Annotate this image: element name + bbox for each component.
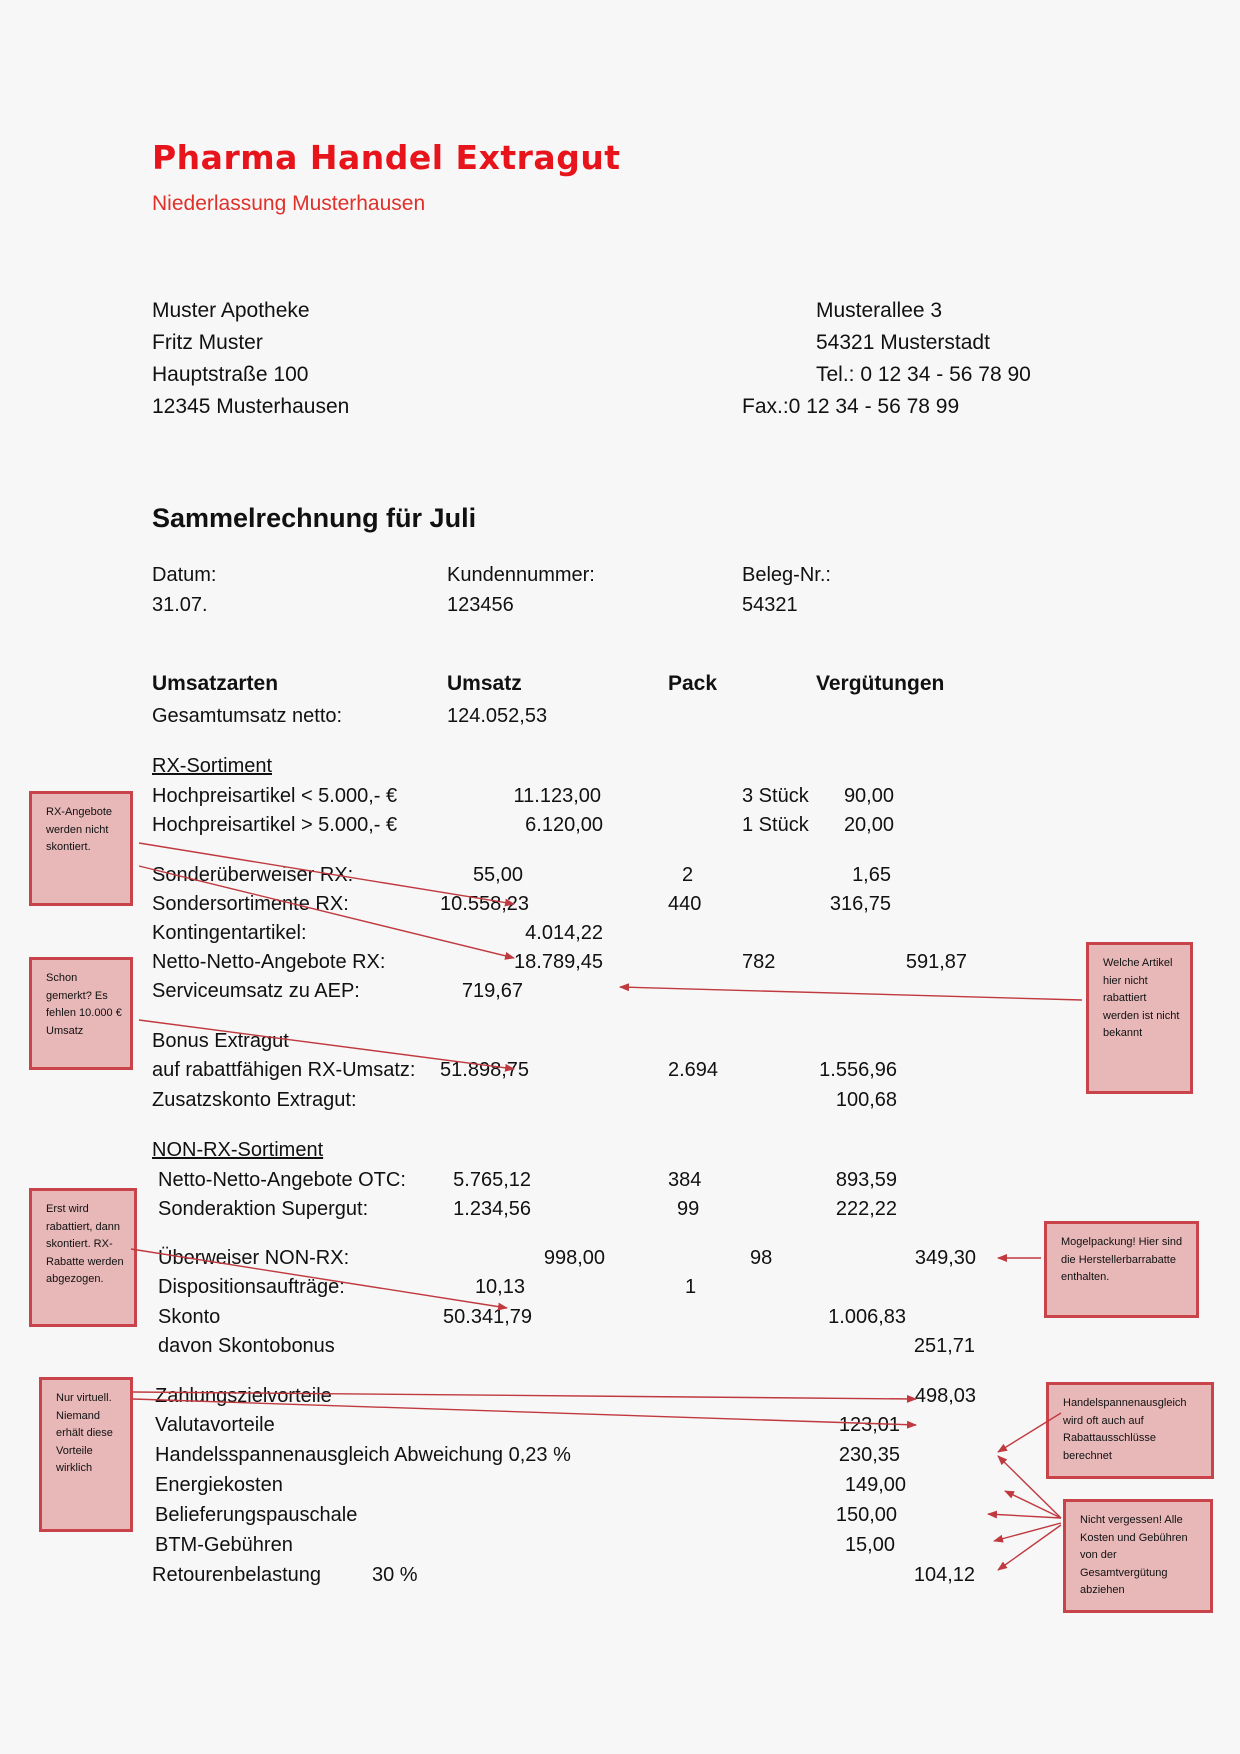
row-label: Zahlungszielvorteile [155,1385,332,1407]
row-umsatz: 998,00 [543,1247,605,1269]
section-title-rx: RX-Sortiment [152,755,273,777]
total-value: 124.052,53 [447,705,548,727]
row-pack: 1 [685,1276,697,1298]
annotation-arrow [133,1399,916,1425]
row-verguetung: 100,68 [835,1089,897,1111]
row-umsatz: 10,13 [474,1276,525,1298]
row-umsatz: 11.123,00 [513,785,601,807]
row-label: Belieferungspauschale [155,1504,358,1526]
row-verguetung: 104,12 [913,1564,975,1586]
recipient-line: 12345 Musterhausen [152,395,350,418]
column-header-umsatz: Umsatz [447,672,522,695]
row-label: Sonderüberweiser RX: [152,864,354,886]
row-verguetung: 1.556,96 [819,1059,897,1081]
row-verguetung: 149,00 [844,1474,906,1496]
company-name: Pharma Handel Extragut [152,138,621,177]
row-verguetung: 20,00 [843,814,894,836]
annotation-note: Welche Artikel hier nicht rabattiert werden ist nicht bekannt [1086,942,1193,1094]
row-label: Handelsspannenausgleich Abweichung 0,23 % [155,1444,571,1466]
annotation-arrow [133,1392,916,1399]
column-header-verguetungen: Vergütungen [816,672,945,695]
annotation-arrow [998,1413,1061,1452]
row-pack: 384 [668,1169,702,1191]
date-label: Datum: [152,564,217,586]
row-umsatz: 51.898,75 [440,1059,529,1081]
row-verguetung: 591,87 [905,951,967,973]
branch-name: Niederlassung Musterhausen [152,192,426,215]
customer-label: Kundennummer: [447,564,595,586]
row-umsatz: 5.765,12 [453,1169,531,1191]
row-label: BTM-Gebühren [155,1534,293,1556]
total-label: Gesamtumsatz netto: [152,705,343,727]
recipient-line: Fritz Muster [152,331,263,354]
row-label: Retourenbelastung [152,1564,322,1586]
receipt-value: 54321 [742,594,798,616]
annotation-arrow [1005,1491,1061,1518]
annotation-note: RX-Angebote werden nicht skontiert. [29,791,133,906]
row-extra: 30 % [372,1564,418,1586]
annotation-arrow [139,843,514,904]
row-label: Sondersortimente RX: [152,893,349,915]
annotation-note: Nur virtuell. Niemand erhält diese Vorteile wirklich [39,1377,133,1532]
annotation-arrow [988,1514,1061,1518]
row-pack: 2.694 [668,1059,719,1081]
annotation-note: Erst wird rabattiert, dann skontiert. RX-Rabatte werden abgezogen. [29,1188,137,1327]
row-label: Energiekosten [155,1474,283,1496]
column-header-pack: Pack [668,672,718,695]
row-label: Überweiser NON-RX: [158,1247,350,1269]
column-header-umsatzarten: Umsatzarten [152,672,279,695]
row-verguetung: 230,35 [838,1444,900,1466]
row-verguetung: 316,75 [829,893,891,915]
section-title-nonrx: NON-RX-Sortiment [152,1139,324,1161]
date-value: 31.07. [152,594,208,616]
row-pack: 440 [668,893,702,915]
document-title: Sammelrechnung für Juli [152,503,477,533]
row-label: Valutavorteile [155,1414,275,1436]
annotation-arrow [998,1456,1061,1518]
row-label: Kontingentartikel: [152,922,307,944]
row-label: Hochpreisartikel < 5.000,- € [152,785,398,807]
annotation-arrow [131,1249,507,1308]
row-umsatz: 1.234,56 [453,1198,531,1220]
row-label: Hochpreisartikel > 5.000,- € [152,814,398,836]
receipt-label: Beleg-Nr.: [742,564,831,586]
row-umsatz: 10.558,23 [440,893,529,915]
row-verguetung: 498,03 [914,1385,976,1407]
row-verguetung: 251,71 [913,1335,975,1357]
row-umsatz: 55,00 [472,864,523,886]
row-label: Netto-Netto-Angebote RX: [152,951,386,973]
row-label: Dispositionsaufträge: [158,1276,345,1298]
annotation-arrow [139,1020,514,1069]
customer-value: 123456 [447,594,514,616]
row-label: Serviceumsatz zu AEP: [152,980,360,1002]
row-verguetung: 123,01 [838,1414,900,1436]
row-umsatz: 4.014,22 [525,922,603,944]
row-label: auf rabattfähigen RX-Umsatz: [152,1059,416,1081]
annotation-note: Handelspannenausgleich wird oft auch auf Rabattausschlüsse berechnet [1046,1382,1214,1479]
row-verguetung: 15,00 [844,1534,895,1556]
row-verguetung: 1,65 [852,864,891,886]
row-pack: 3 Stück [742,785,809,807]
row-pack: 782 [742,951,776,973]
row-umsatz: 719,67 [461,980,523,1002]
row-verguetung: 90,00 [843,785,894,807]
sender-street: Musterallee 3 [816,299,943,322]
row-verguetung: 150,00 [835,1504,897,1526]
sender-city: 54321 Musterstadt [816,331,990,354]
row-label: Bonus Extragut [152,1030,289,1052]
row-label: Zusatzskonto Extragut: [152,1089,357,1111]
annotation-note: Mogelpackung! Hier sind die Herstellerbarrabatte enthalten. [1044,1221,1199,1318]
row-verguetung: 222,22 [835,1198,897,1220]
row-verguetung: 349,30 [914,1247,976,1269]
annotation-note: Nicht vergessen! Alle Kosten und Gebühren von der Gesamtvergütung abziehen [1063,1499,1213,1613]
annotation-arrow [139,866,514,958]
row-umsatz: 6.120,00 [525,814,603,836]
row-pack: 1 Stück [742,814,809,836]
row-label: davon Skontobonus [158,1335,335,1357]
row-verguetung: 1.006,83 [828,1306,906,1328]
sender-fax: Fax.:0 12 34 - 56 78 99 [742,395,960,418]
row-umsatz: 18.789,45 [514,951,603,973]
sender-tel: Tel.: 0 12 34 - 56 78 90 [816,363,1031,386]
row-pack: 99 [677,1198,700,1220]
annotation-arrow [620,987,1082,1000]
recipient-line: Hauptstraße 100 [152,363,309,386]
row-umsatz: 50.341,79 [443,1306,532,1328]
annotation-note: Schon gemerkt? Es fehlen 10.000 € Umsatz [29,957,133,1070]
row-label: Netto-Netto-Angebote OTC: [158,1169,406,1191]
row-pack: 98 [750,1247,773,1269]
row-verguetung: 893,59 [835,1169,897,1191]
row-label: Skonto [158,1306,221,1328]
recipient-line: Muster Apotheke [152,299,310,322]
row-pack: 2 [682,864,694,886]
row-label: Sonderaktion Supergut: [158,1198,369,1220]
